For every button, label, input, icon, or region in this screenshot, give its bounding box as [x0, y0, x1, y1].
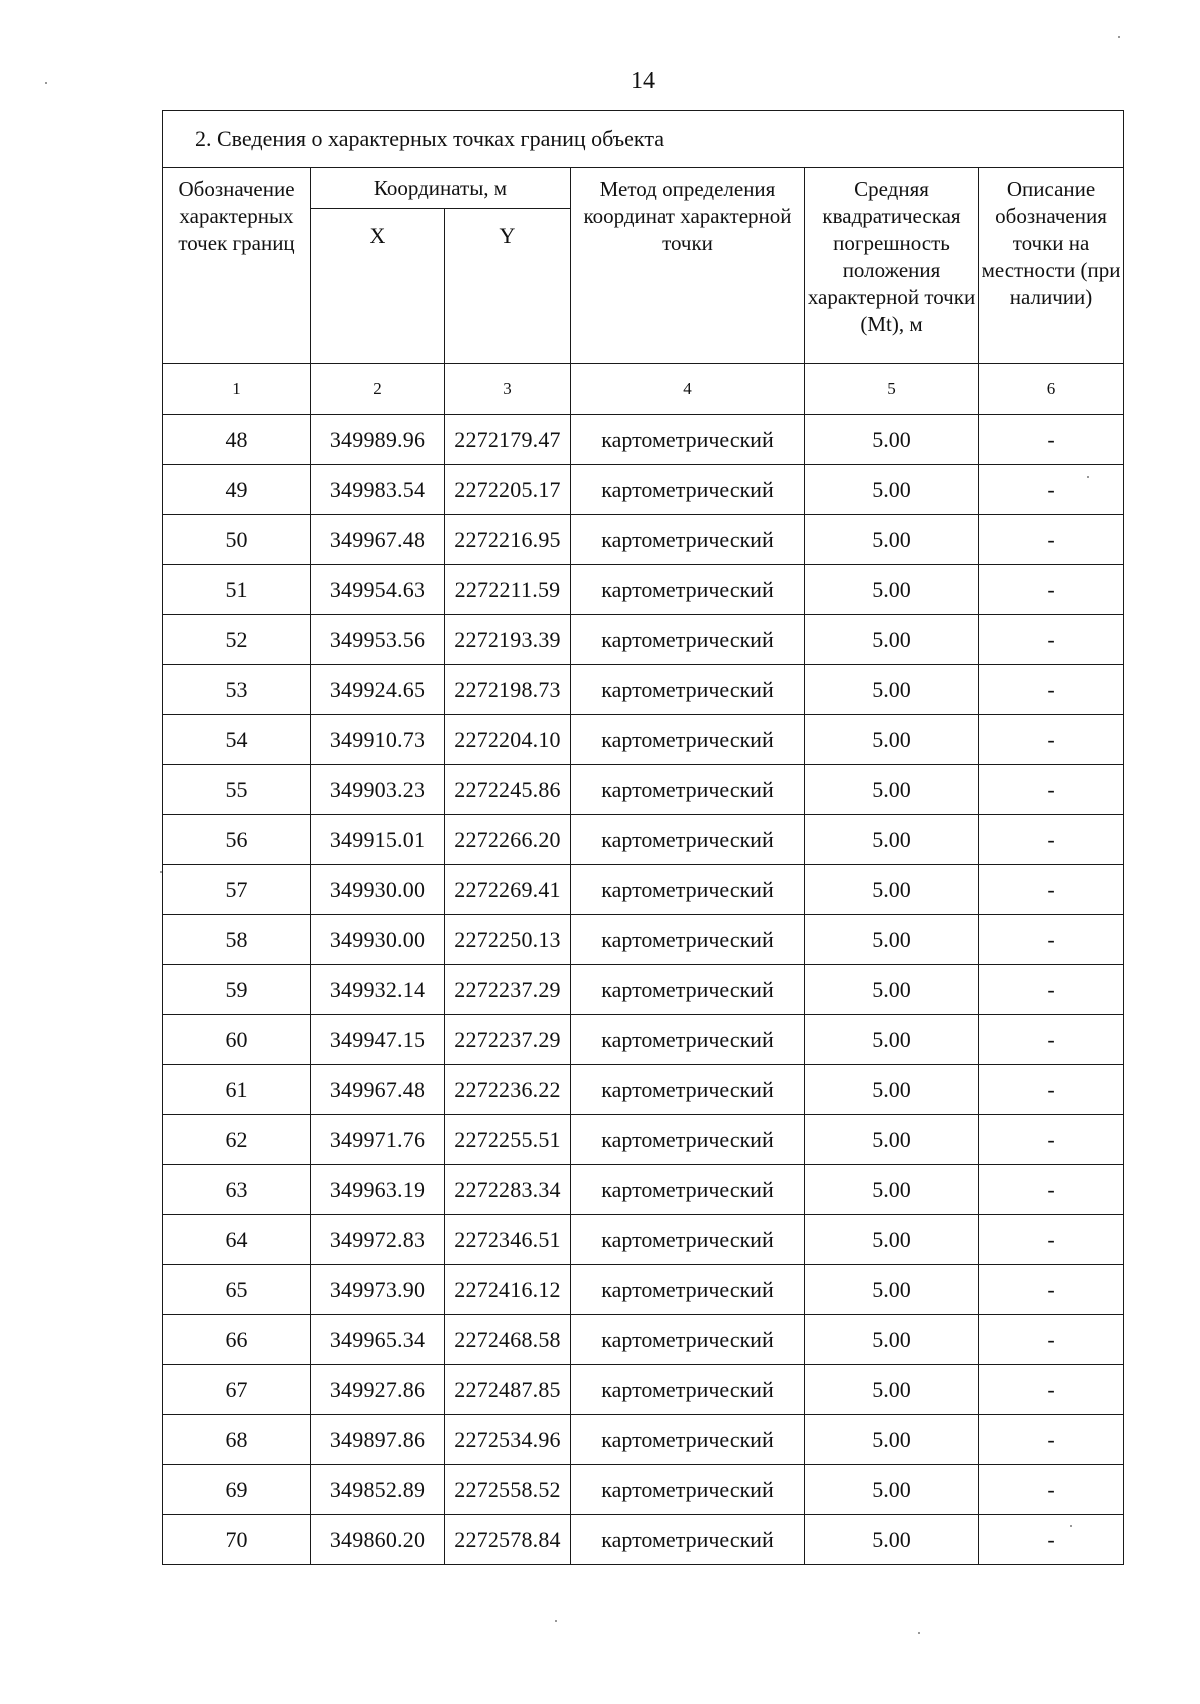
table-row [163, 1015, 1124, 1065]
coordinate-x: 349963.19 [311, 1165, 445, 1215]
boundary-points-table [162, 110, 1124, 1565]
mean-square-error: 5.00 [805, 415, 979, 465]
coordinate-y: 2272250.13 [445, 915, 571, 965]
mean-square-error: 5.00 [805, 615, 979, 665]
scan-speck [1070, 1525, 1072, 1527]
column-number: 6 [979, 364, 1124, 415]
point-number: 50 [163, 515, 311, 565]
coordinate-y: 2272346.51 [445, 1215, 571, 1265]
point-description: - [979, 615, 1124, 665]
point-number: 48 [163, 415, 311, 465]
coordinate-x: 349860.20 [311, 1515, 445, 1565]
mean-square-error: 5.00 [805, 1365, 979, 1415]
coordinate-x: 349953.56 [311, 615, 445, 665]
method: картометрический [571, 1415, 805, 1465]
scan-speck [45, 82, 47, 84]
method: картометрический [571, 1315, 805, 1365]
method: картометрический [571, 665, 805, 715]
header-method: Метод определения координат характерной точки [571, 168, 805, 364]
mean-square-error: 5.00 [805, 815, 979, 865]
coordinate-x: 349915.01 [311, 815, 445, 865]
coordinate-y: 2272205.17 [445, 465, 571, 515]
mean-square-error: 5.00 [805, 765, 979, 815]
table-row [163, 565, 1124, 615]
mean-square-error: 5.00 [805, 515, 979, 565]
header-error: Средняя квадратическая погрешность положения характерной точки (Mt), м [805, 168, 979, 364]
table-row [163, 615, 1124, 665]
point-description: - [979, 715, 1124, 765]
table-row [163, 1365, 1124, 1415]
table-row [163, 1065, 1124, 1115]
coordinate-x: 349973.90 [311, 1265, 445, 1315]
section-title-row [163, 111, 1124, 168]
coordinate-y: 2272534.96 [445, 1415, 571, 1465]
method: картометрический [571, 1465, 805, 1515]
mean-square-error: 5.00 [805, 865, 979, 915]
header-description: Описание обозначения точки на местности (при наличии) [979, 168, 1124, 364]
method: картометрический [571, 965, 805, 1015]
coordinate-y: 2272266.20 [445, 815, 571, 865]
point-number: 49 [163, 465, 311, 515]
header-y: Y [445, 209, 571, 364]
table-row [163, 1415, 1124, 1465]
column-number: 2 [311, 364, 445, 415]
method: картометрический [571, 715, 805, 765]
point-description: - [979, 1465, 1124, 1515]
header-x: X [311, 209, 445, 364]
scan-speck [1118, 36, 1120, 38]
point-number: 56 [163, 815, 311, 865]
method: картометрический [571, 1165, 805, 1215]
point-number: 60 [163, 1015, 311, 1065]
point-number: 66 [163, 1315, 311, 1365]
column-number: 5 [805, 364, 979, 415]
mean-square-error: 5.00 [805, 1015, 979, 1065]
table-row [163, 1265, 1124, 1315]
table-row [163, 1465, 1124, 1515]
coordinate-y: 2272416.12 [445, 1265, 571, 1315]
point-description: - [979, 1315, 1124, 1365]
method: картометрический [571, 1115, 805, 1165]
coordinate-y: 2272468.58 [445, 1315, 571, 1365]
method: картометрический [571, 415, 805, 465]
coordinate-y: 2272237.29 [445, 1015, 571, 1065]
point-description: - [979, 1115, 1124, 1165]
method: картометрический [571, 1365, 805, 1415]
point-description: - [979, 1065, 1124, 1115]
coordinate-x: 349910.73 [311, 715, 445, 765]
point-description: - [979, 565, 1124, 615]
table-row [163, 965, 1124, 1015]
coordinate-y: 2272255.51 [445, 1115, 571, 1165]
mean-square-error: 5.00 [805, 1115, 979, 1165]
method: картометрический [571, 1265, 805, 1315]
point-number: 68 [163, 1415, 311, 1465]
point-number: 58 [163, 915, 311, 965]
mean-square-error: 5.00 [805, 1465, 979, 1515]
point-description: - [979, 465, 1124, 515]
table-row [163, 915, 1124, 965]
mean-square-error: 5.00 [805, 665, 979, 715]
table-row [163, 1315, 1124, 1365]
page-number: 14 [631, 68, 655, 94]
coordinate-y: 2272179.47 [445, 415, 571, 465]
mean-square-error: 5.00 [805, 1515, 979, 1565]
method: картометрический [571, 1065, 805, 1115]
coordinate-y: 2272236.22 [445, 1065, 571, 1115]
table-row [163, 815, 1124, 865]
point-number: 65 [163, 1265, 311, 1315]
method: картометрический [571, 865, 805, 915]
table-row [163, 1515, 1124, 1565]
mean-square-error: 5.00 [805, 965, 979, 1015]
coordinate-x: 349852.89 [311, 1465, 445, 1515]
mean-square-error: 5.00 [805, 1315, 979, 1365]
coordinate-x: 349983.54 [311, 465, 445, 515]
coordinate-x: 349967.48 [311, 515, 445, 565]
table-row [163, 1165, 1124, 1215]
coordinate-y: 2272193.39 [445, 615, 571, 665]
mean-square-error: 5.00 [805, 1265, 979, 1315]
point-description: - [979, 1515, 1124, 1565]
coordinate-x: 349897.86 [311, 1415, 445, 1465]
scan-speck [555, 1620, 557, 1622]
coordinate-y: 2272237.29 [445, 965, 571, 1015]
point-number: 51 [163, 565, 311, 615]
scan-speck [1087, 476, 1089, 478]
coordinate-y: 2272283.34 [445, 1165, 571, 1215]
mean-square-error: 5.00 [805, 1415, 979, 1465]
column-number-row [163, 364, 1124, 415]
section-title: 2. Сведения о характерных точках границ объекта [163, 111, 1124, 168]
column-number: 4 [571, 364, 805, 415]
coordinate-x: 349971.76 [311, 1115, 445, 1165]
point-number: 67 [163, 1365, 311, 1415]
point-number: 63 [163, 1165, 311, 1215]
column-number: 1 [163, 364, 311, 415]
point-number: 64 [163, 1215, 311, 1265]
table-row [163, 465, 1124, 515]
coordinate-x: 349927.86 [311, 1365, 445, 1415]
coordinate-y: 2272198.73 [445, 665, 571, 715]
mean-square-error: 5.00 [805, 1215, 979, 1265]
point-number: 70 [163, 1515, 311, 1565]
coordinate-x: 349903.23 [311, 765, 445, 815]
method: картометрический [571, 615, 805, 665]
point-number: 52 [163, 615, 311, 665]
table-row [163, 515, 1124, 565]
coordinate-y: 2272487.85 [445, 1365, 571, 1415]
column-number: 3 [445, 364, 571, 415]
point-description: - [979, 1015, 1124, 1065]
coordinate-x: 349947.15 [311, 1015, 445, 1065]
coordinate-x: 349932.14 [311, 965, 445, 1015]
point-description: - [979, 1365, 1124, 1415]
point-number: 54 [163, 715, 311, 765]
method: картометрический [571, 815, 805, 865]
header-row-1 [163, 168, 1124, 209]
coordinate-x: 349989.96 [311, 415, 445, 465]
mean-square-error: 5.00 [805, 465, 979, 515]
method: картометрический [571, 1215, 805, 1265]
method: картометрический [571, 1015, 805, 1065]
coordinate-x: 349972.83 [311, 1215, 445, 1265]
point-description: - [979, 1415, 1124, 1465]
mean-square-error: 5.00 [805, 1065, 979, 1115]
coordinate-y: 2272211.59 [445, 565, 571, 615]
scan-speck [160, 871, 162, 873]
point-number: 53 [163, 665, 311, 715]
table-row [163, 1215, 1124, 1265]
point-number: 57 [163, 865, 311, 915]
point-number: 61 [163, 1065, 311, 1115]
coordinate-y: 2272269.41 [445, 865, 571, 915]
point-description: - [979, 815, 1124, 865]
method: картометрический [571, 1515, 805, 1565]
coordinate-y: 2272558.52 [445, 1465, 571, 1515]
coordinate-x: 349965.34 [311, 1315, 445, 1365]
point-number: 69 [163, 1465, 311, 1515]
coordinate-x: 349930.00 [311, 915, 445, 965]
table-row [163, 415, 1124, 465]
point-description: - [979, 965, 1124, 1015]
table-row [163, 715, 1124, 765]
point-description: - [979, 515, 1124, 565]
method: картометрический [571, 915, 805, 965]
coordinate-y: 2272578.84 [445, 1515, 571, 1565]
table-row [163, 765, 1124, 815]
table-row [163, 865, 1124, 915]
coordinate-x: 349924.65 [311, 665, 445, 715]
method: картометрический [571, 515, 805, 565]
header-designation: Обозначение характерных точек границ [163, 168, 311, 364]
mean-square-error: 5.00 [805, 915, 979, 965]
method: картометрический [571, 565, 805, 615]
point-description: - [979, 1265, 1124, 1315]
coordinate-x: 349930.00 [311, 865, 445, 915]
point-number: 62 [163, 1115, 311, 1165]
point-description: - [979, 865, 1124, 915]
coordinate-x: 349967.48 [311, 1065, 445, 1115]
coordinate-y: 2272216.95 [445, 515, 571, 565]
mean-square-error: 5.00 [805, 1165, 979, 1215]
method: картометрический [571, 765, 805, 815]
point-description: - [979, 415, 1124, 465]
coordinate-y: 2272245.86 [445, 765, 571, 815]
point-description: - [979, 765, 1124, 815]
table-row [163, 665, 1124, 715]
coordinate-x: 349954.63 [311, 565, 445, 615]
mean-square-error: 5.00 [805, 715, 979, 765]
point-number: 55 [163, 765, 311, 815]
method: картометрический [571, 465, 805, 515]
coordinate-y: 2272204.10 [445, 715, 571, 765]
scan-speck [918, 1632, 920, 1634]
table-row [163, 1115, 1124, 1165]
point-description: - [979, 915, 1124, 965]
point-description: - [979, 1165, 1124, 1215]
point-description: - [979, 1215, 1124, 1265]
mean-square-error: 5.00 [805, 565, 979, 615]
point-number: 59 [163, 965, 311, 1015]
point-description: - [979, 665, 1124, 715]
header-coordinates: Координаты, м [311, 168, 571, 209]
